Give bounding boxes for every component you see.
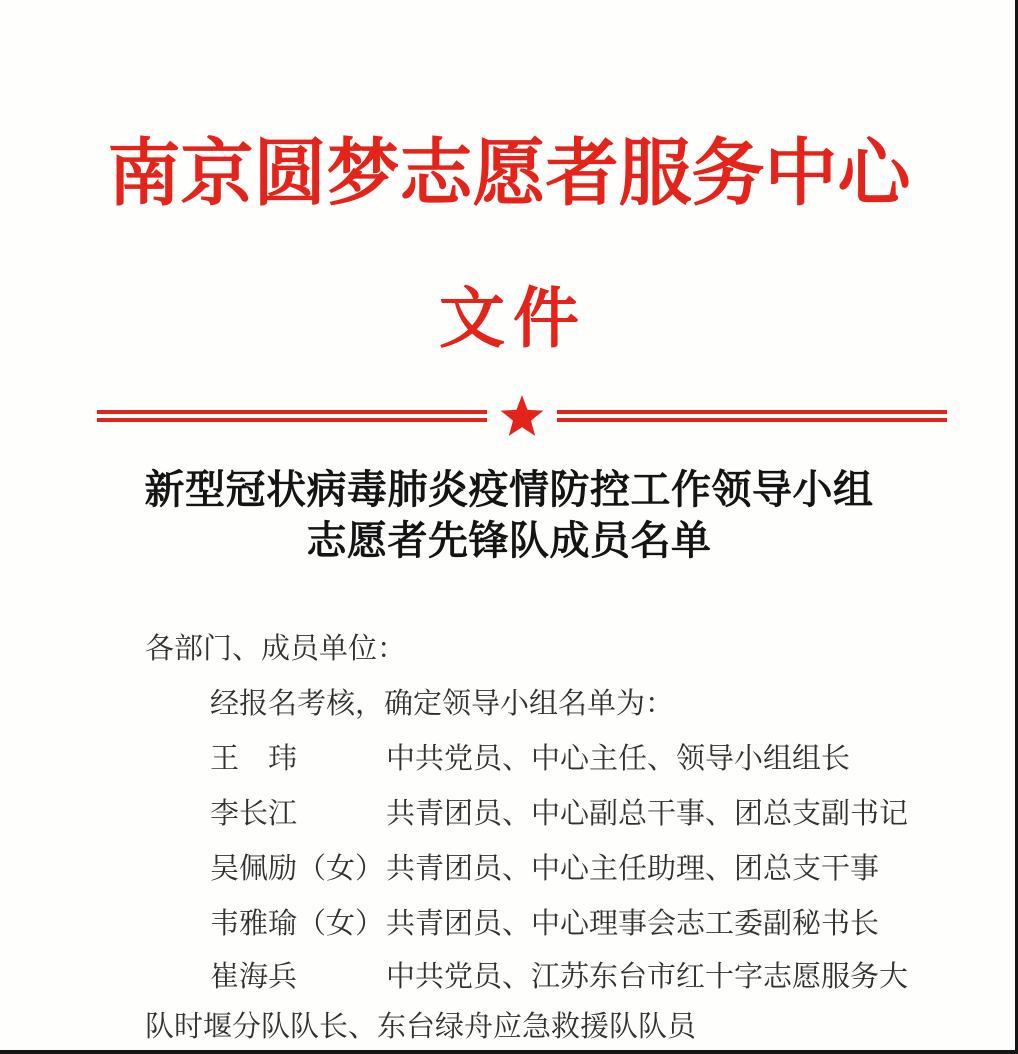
- letterhead: [0, 0, 1018, 358]
- roster-row: [210, 731, 918, 786]
- roster-name: 崔海兵: [210, 959, 298, 993]
- roster-row-wrapping: [145, 951, 918, 1051]
- roster-name: 王 玮: [210, 741, 298, 775]
- roster-name: 李长江: [210, 796, 298, 830]
- document-title-line2: 志愿者先锋队成员名单: [306, 519, 712, 563]
- red-star-icon: [499, 394, 545, 438]
- roster-desc: 中共党员、中心主任、领导小组组长: [386, 741, 851, 775]
- document-title: [0, 465, 1018, 567]
- roster-desc: 中共党员、江苏东台市红十字志愿服务大队时堰分队队长、东台绿舟应急救援队队员: [145, 959, 909, 1043]
- roster-desc: 共青团员、中心副总干事、团总支副书记: [386, 796, 909, 830]
- roster-row: [210, 786, 918, 841]
- roster-name: 吴佩励（女）: [210, 851, 385, 885]
- salutation-text: 各部门、成员单位：: [145, 631, 407, 665]
- org-name-title: 南京圆梦志愿者服务中心: [107, 130, 911, 216]
- separator-line-left: [97, 410, 487, 422]
- roster-name: 韦雅瑜（女）: [210, 906, 385, 940]
- roster-desc: 共青团员、中心主任助理、团总支干事: [386, 851, 880, 885]
- separator-line-right: [557, 410, 947, 422]
- red-separator: [97, 393, 947, 439]
- roster-row: [210, 896, 918, 951]
- intro-text: 经报名考核，确定领导小组名单为：: [210, 686, 675, 720]
- doc-type-label: 文件: [439, 279, 587, 357]
- document-body: [145, 621, 918, 1051]
- document-title-line1: 新型冠状病毒肺炎疫情防控工作领导小组: [144, 468, 874, 512]
- roster-desc: 共青团员、中心理事会志工委副秘书长: [386, 906, 880, 940]
- roster-row: [210, 841, 918, 896]
- scan-border-bottom: [0, 1050, 1018, 1054]
